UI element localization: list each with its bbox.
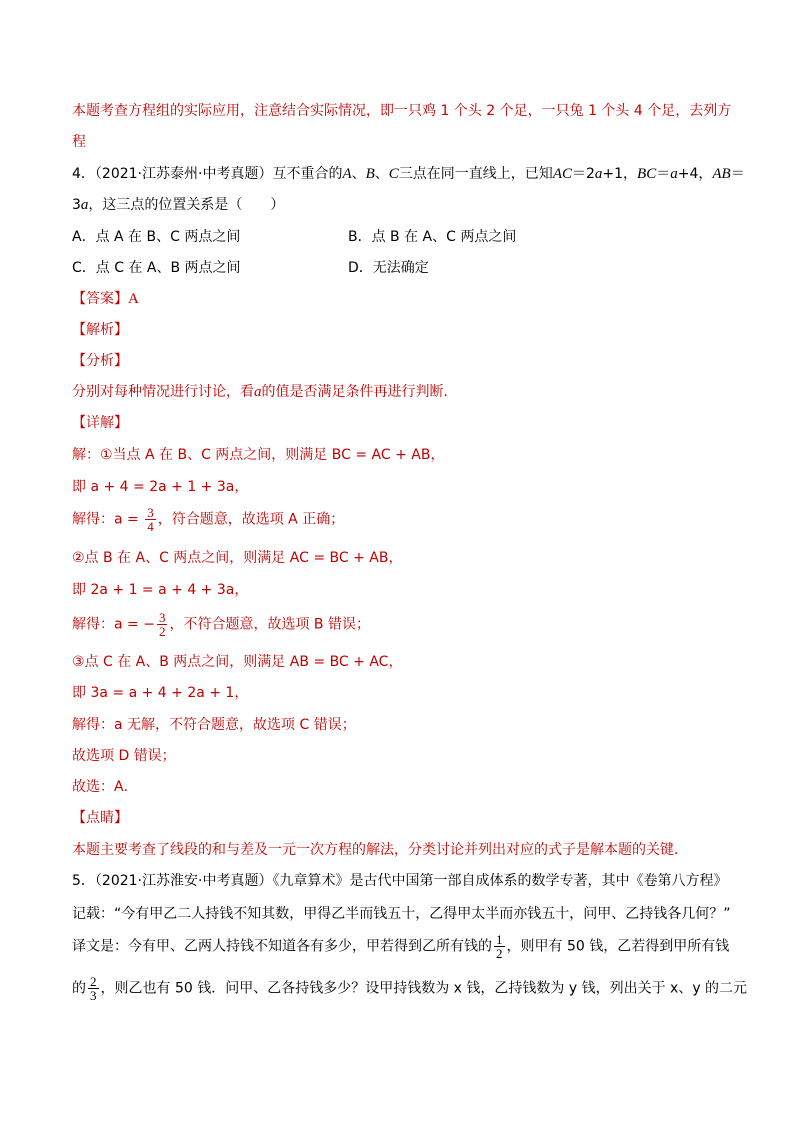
variable-a: a [594,166,603,182]
q5-line-4 [72,975,747,1002]
separator: 、 [374,166,389,182]
solution-step-11: 故选：A． [72,779,138,795]
intro-line-2: 程 [72,134,86,150]
fraction-numerator: 3 [147,505,154,520]
q5-text: ，则乙也有 50 钱．问甲、乙各持钱多少？设甲持钱数为 x 钱，乙持钱数为 y 钱，列出关于 x、y 的二元 [100,980,748,997]
solution-text: ，不符合题意，故选项 B 错误； [169,616,370,633]
separator: 、 [351,166,366,182]
variable-a: a [670,166,678,182]
option-d: D．无法确定 [348,260,429,276]
solution-text: 解得：a = [72,511,144,528]
solution-text: 解得：a = − [72,616,155,633]
fraction-numerator: 1 [496,932,503,947]
fraction-1-2 [494,933,505,960]
option-c: C．点 C 在 A、B 两点之间 [72,260,241,276]
fraction-denominator: 4 [147,519,154,534]
solution-step-7: ③点 C 在 A、B 两点之间，则满足 AB = BC + AC， [72,654,403,670]
q4-source: （2021·江苏泰州·中考真题） [94,166,273,182]
q4-options-row-2 [72,258,429,278]
q5-number: 5． [72,873,95,889]
q5-text: 的 [72,980,86,997]
intro-line-1: 本题考查方程组的实际应用，注意结合实际情况，即一只鸡 1 个头 2 个足，一只兔 1 个头 4 个足，去列方 [72,103,732,119]
solution-step-3 [72,506,344,533]
fraction-3-4 [145,506,156,533]
point-b: B [365,166,375,182]
answer-label: 【答案】 [72,291,128,307]
analysis-label: 【解析】 [72,322,128,338]
q4-options-row-1 [72,227,517,247]
solution-step-10: 故选项 D 错误； [72,748,176,764]
segment-ab: AB [712,166,731,182]
fraction-numerator: 2 [90,974,97,989]
q4-stem-text: 互不重合的 [272,166,343,182]
equation-part: ＝ [656,166,671,182]
solution-step-5: 即 2a + 1 = a + 4 + 3a， [72,582,249,598]
dianjing-label: 【点睛】 [72,810,128,826]
point-c: C [388,166,399,182]
q5-text: ，则甲有 50 钱，乙若得到甲所有钱 [506,938,730,955]
q4-stem-text: 三点在同一直线上，已知 [398,166,553,182]
fraction-numerator: 3 [158,610,166,625]
fenxi-text [72,382,458,402]
option-b: B．点 B 在 A、C 两点之间 [348,229,517,245]
equation-part: +4， [677,166,713,182]
q4-stem-text: ，这三点的位置关系是（ ） [88,197,285,213]
q4-stem-line-1 [72,164,745,184]
q4-number: 4． [72,166,95,182]
solution-step-2: 即 a + 4 = 2a + 1 + 3a， [72,479,249,495]
variable-a: a [80,197,89,213]
detail-label: 【详解】 [72,415,128,431]
fraction-2-3 [88,975,99,1002]
segment-ac: AC [552,166,572,182]
q5-line-3 [72,933,729,960]
q5-source: （2021·江苏淮安·中考真题） [94,873,273,889]
q5-text: 《九章算术》是古代中国第一部自成体系的数学专著，其中《卷第八方程》 [272,873,728,889]
q5-text: 译文是：今有甲、乙两人持钱不知道各有多少，甲若得到乙所有钱的 [72,938,492,955]
dianjing-text: 本题主要考查了线段的和与差及一元一次方程的解法，分类讨论并列出对应的式子是解本题的关键． [72,842,688,858]
answer-line [72,289,139,309]
variable-a: a [254,384,262,400]
fraction-3-2 [157,611,168,638]
solution-text: ，符合题意，故选项 A 正确； [157,511,345,528]
equation-part: ＝ [730,166,745,182]
fraction-denominator: 3 [90,988,97,1003]
answer-value: A [128,291,139,307]
fraction-denominator: 2 [496,946,503,961]
fenxi-text-part: 分别对每种情况进行讨论，看 [72,384,254,400]
solution-step-1: 解：①当点 A 在 B、C 两点之间，则满足 BC = AC + AB， [72,447,445,463]
solution-step-8: 即 3a = a + 4 + 2a + 1， [72,685,249,701]
q5-line-1 [72,871,727,891]
equation-part: +1， [602,166,638,182]
q5-line-2: 记载：“今有甲乙二人持钱不知其数，甲得乙半而钱五十，乙得甲太半而亦钱五十，问甲、乙持钱各几何？” [72,906,731,922]
q4-stem-line-2 [72,195,284,215]
option-a: A．点 A 在 B、C 两点之间 [72,229,241,245]
segment-bc: BC [637,166,657,182]
solution-step-6 [72,611,370,638]
fenxi-label: 【分析】 [72,353,128,369]
fraction-denominator: 2 [158,624,166,639]
equation-part: ＝2 [571,166,595,182]
fenxi-text-part: 的值是否满足条件再进行判断． [261,384,458,400]
solution-step-4: ②点 B 在 A、C 两点之间，则满足 AC = BC + AB， [72,550,403,566]
equation-part: 3 [72,197,81,213]
solution-step-9: 解得：a 无解，不符合题意，故选项 C 错误； [72,717,356,733]
point-a: A [342,166,352,182]
